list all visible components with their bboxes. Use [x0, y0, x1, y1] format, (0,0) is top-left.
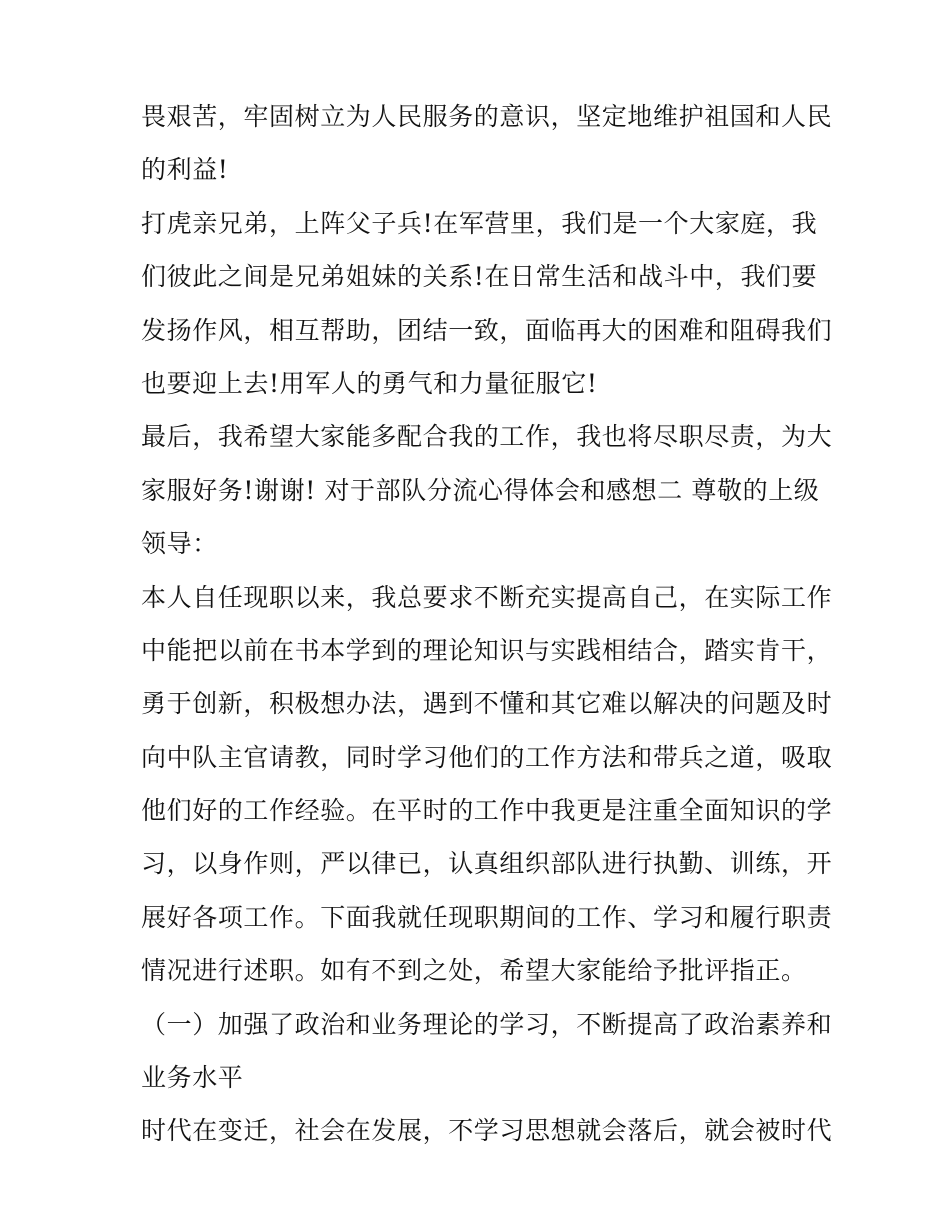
text-line: 们彼此之间是兄弟姐妹的关系!在日常生活和战斗中，我们要: [141, 262, 818, 292]
section-heading-line: （一）加强了政治和业务理论的学习，不断提高了政治素养和: [141, 1009, 833, 1039]
text-line: 最后，我希望大家能多配合我的工作，我也将尽职尽责，为大: [141, 422, 833, 452]
text-line: 的利益!: [141, 155, 229, 185]
text-line: 向中队主官请教，同时学习他们的工作方法和带兵之道，吸取: [141, 742, 833, 772]
text-line: 情况进行述职。如有不到之处，希望大家能给予批评指正。: [141, 956, 807, 986]
text-line: 也要迎上去!用军人的勇气和力量征服它!: [141, 368, 598, 398]
text-line: 勇于创新，积极想办法，遇到不懂和其它难以解决的问题及时: [141, 689, 833, 719]
text-line: 领导：: [141, 529, 218, 559]
text-line: 展好各项工作。下面我就任现职期间的工作、学习和履行职责: [141, 902, 833, 932]
text-line: 本人自任现职以来，我总要求不断充实提高自己，在实际工作: [141, 582, 833, 612]
text-line: 家服好务!谢谢! 对于部队分流心得体会和感想二 尊敬的上级: [141, 475, 820, 505]
body-text: [141, 102, 833, 1170]
text-line: 打虎亲兄弟，上阵父子兵!在军营里，我们是一个大家庭，我: [141, 208, 818, 238]
text-line: 发扬作风，相互帮助，团结一致，面临再大的困难和阻碍我们: [141, 315, 833, 345]
text-line: 畏艰苦，牢固树立为人民服务的意识，坚定地维护祖国和人民: [141, 102, 833, 131]
text-line: 他们好的工作经验。在平时的工作中我更是注重全面知识的学: [141, 796, 833, 826]
section-heading-line: 业务水平: [141, 1063, 244, 1093]
text-line: 中能把以前在书本学到的理论知识与实践相结合，踏实肯干，: [141, 635, 833, 665]
text-line: 时代在变迁，社会在发展，不学习思想就会落后，就会被时代: [141, 1116, 833, 1146]
text-line: 习，以身作则，严以律已，认真组织部队进行执勤、训练，开: [141, 849, 833, 879]
